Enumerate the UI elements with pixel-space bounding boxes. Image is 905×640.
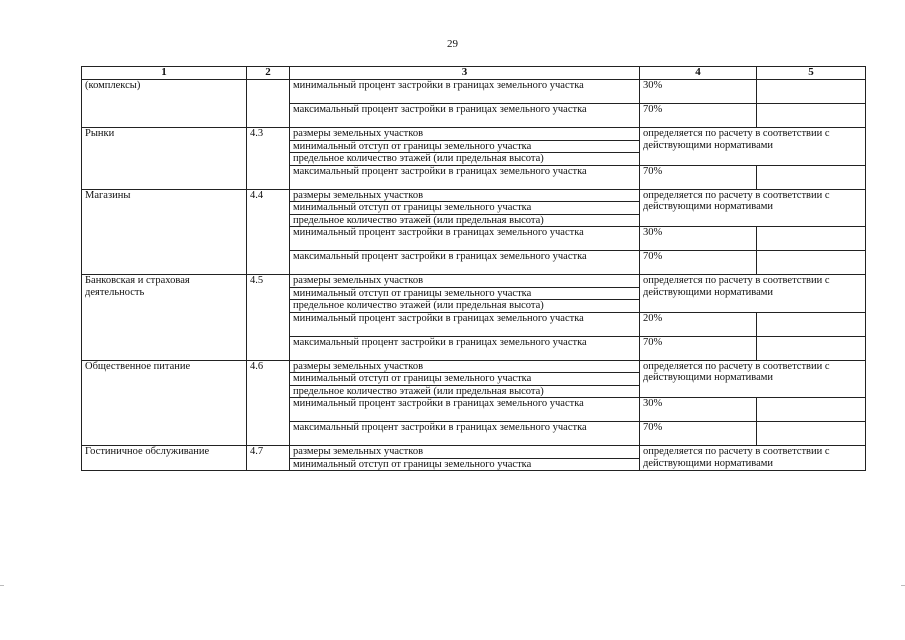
use-code: 4.6 (247, 360, 290, 446)
use-name: Банковская и страховая деятельность (82, 275, 247, 361)
value-col5 (757, 398, 866, 422)
param-max-percent: максимальный процент застройки в границах земельного участка (290, 104, 640, 128)
table-row (82, 128, 866, 141)
param-max-percent: максимальный процент застройки в границах земельного участка (290, 422, 640, 446)
use-code: 4.3 (247, 128, 290, 190)
scan-edge-mark (0, 585, 4, 586)
use-name: Магазины (82, 189, 247, 275)
value-col5 (757, 227, 866, 251)
param-sizes: размеры земельных участков (290, 128, 640, 141)
table-row (82, 189, 866, 202)
value-max-percent: 70% (640, 336, 757, 360)
table-header-row (82, 67, 866, 80)
param-min-offset: минимальный отступ от границы земельного участка (290, 202, 640, 215)
table-row (82, 360, 866, 373)
column-header-4: 4 (640, 67, 757, 80)
param-floors: предельное количество этажей (или предельная высота) (290, 385, 640, 398)
column-header-3: 3 (290, 67, 640, 80)
value-col5 (757, 251, 866, 275)
page-number: 29 (447, 38, 458, 50)
column-header-1: 1 (82, 67, 247, 80)
use-name: Гостиничное обслуживание (82, 446, 247, 471)
param-min-percent: минимальный процент застройки в границах земельного участка (290, 227, 640, 251)
use-code: 4.4 (247, 189, 290, 275)
value-min-percent: 30% (640, 80, 757, 104)
value-min-percent: 20% (640, 312, 757, 336)
param-floors: предельное количество этажей (или предельная высота) (290, 214, 640, 227)
param-min-percent: минимальный процент застройки в границах земельного участка (290, 312, 640, 336)
value-col5 (757, 165, 866, 189)
value-col5 (757, 104, 866, 128)
value-max-percent: 70% (640, 165, 757, 189)
param-min-percent: минимальный процент застройки в границах земельного участка (290, 398, 640, 422)
value-normative: определяется по расчету в соответствии с действующими нормативами (640, 360, 866, 398)
value-normative: определяется по расчету в соответствии с действующими нормативами (640, 189, 866, 227)
column-header-5: 5 (757, 67, 866, 80)
value-normative: определяется по расчету в соответствии с действующими нормативами (640, 446, 866, 471)
param-max-percent: максимальный процент застройки в границах земельного участка (290, 251, 640, 275)
use-code: 4.5 (247, 275, 290, 361)
use-code (247, 80, 290, 128)
table-row (82, 80, 866, 104)
use-name: (комплексы) (82, 80, 247, 128)
param-sizes: размеры земельных участков (290, 275, 640, 288)
param-sizes: размеры земельных участков (290, 360, 640, 373)
param-max-percent: максимальный процент застройки в границах земельного участка (290, 165, 640, 189)
param-min-percent: минимальный процент застройки в границах земельного участка (290, 80, 640, 104)
use-name: Рынки (82, 128, 247, 190)
use-name: Общественное питание (82, 360, 247, 446)
param-min-offset: минимальный отступ от границы земельного участка (290, 287, 640, 300)
value-max-percent: 70% (640, 422, 757, 446)
table-row (82, 275, 866, 288)
param-max-percent: максимальный процент застройки в границах земельного участка (290, 336, 640, 360)
value-col5 (757, 336, 866, 360)
param-floors: предельное количество этажей (или предельная высота) (290, 153, 640, 166)
table-row (82, 446, 866, 459)
value-min-percent: 30% (640, 227, 757, 251)
value-col5 (757, 312, 866, 336)
value-col5 (757, 80, 866, 104)
value-max-percent: 70% (640, 104, 757, 128)
param-min-offset: минимальный отступ от границы земельного участка (290, 458, 640, 471)
param-floors: предельное количество этажей (или предельная высота) (290, 300, 640, 313)
value-col5 (757, 422, 866, 446)
value-max-percent: 70% (640, 251, 757, 275)
column-header-2: 2 (247, 67, 290, 80)
param-sizes: размеры земельных участков (290, 189, 640, 202)
value-normative: определяется по расчету в соответствии с действующими нормативами (640, 128, 866, 166)
value-min-percent: 30% (640, 398, 757, 422)
value-normative: определяется по расчету в соответствии с действующими нормативами (640, 275, 866, 313)
scan-edge-mark (901, 585, 905, 586)
regulations-table (81, 66, 866, 471)
param-sizes: размеры земельных участков (290, 446, 640, 459)
param-min-offset: минимальный отступ от границы земельного участка (290, 140, 640, 153)
use-code: 4.7 (247, 446, 290, 471)
param-min-offset: минимальный отступ от границы земельного участка (290, 373, 640, 386)
